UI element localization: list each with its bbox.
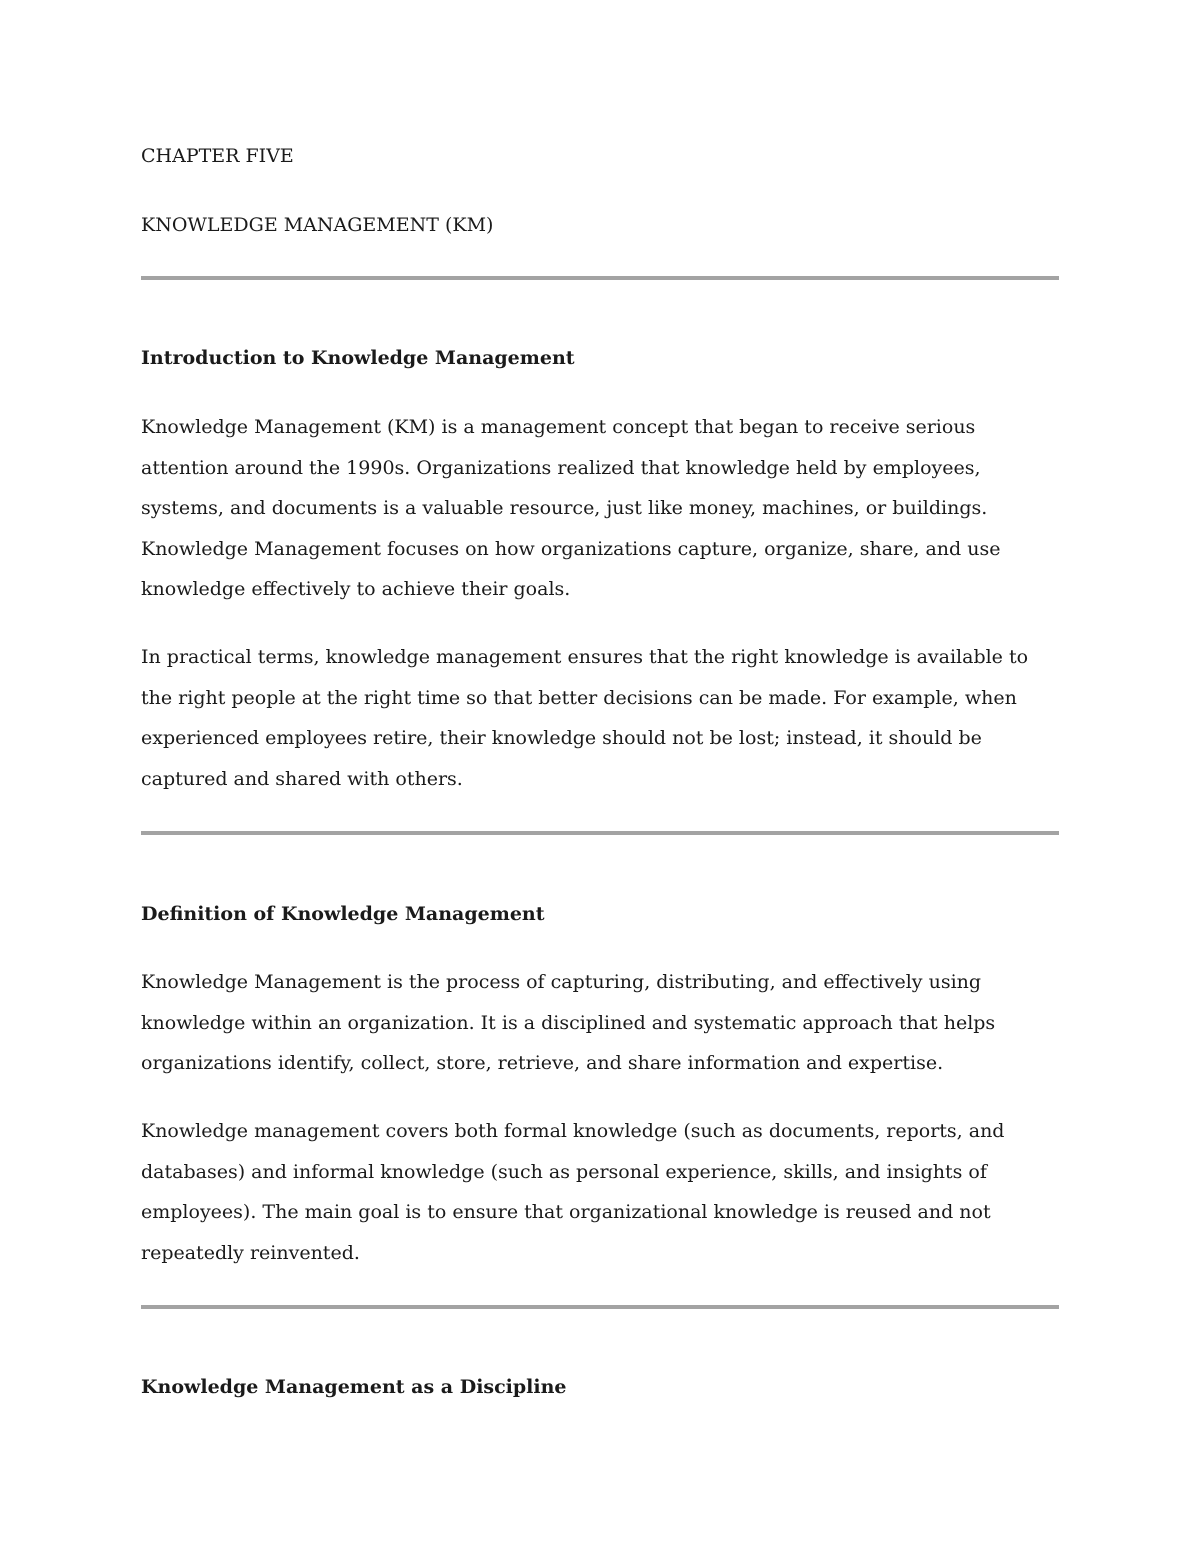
paragraph-introduction-2: In practical terms, knowledge management ensures that the right knowledge is available to the right people at the right time so that better decisions can be made. For example, when experienced employees retire, their knowledge should not be lost; instead, it should be captured and shared with others. (141, 646, 1029, 790)
section-heading-definition: Definition of Knowledge Management (141, 903, 545, 925)
chapter-label: CHAPTER FIVE (141, 145, 294, 167)
section-divider (141, 1305, 1059, 1309)
paragraph-introduction-1: Knowledge Management (KM) is a management concept that began to receive serious attention around the 1990s. Organizations realized that knowledge held by employees, systems, and documents is a valuable resource, just like money, machines, or buildings. Knowledge Management focuses on how organizations capture, organize, share, and use knowledge effectively to achieve their goals. (141, 416, 1001, 601)
chapter-title: KNOWLEDGE MANAGEMENT (KM) (141, 214, 494, 236)
paragraph-definition-2: Knowledge management covers both formal knowledge (such as documents, reports, and databases) and informal knowledge (such as personal experience, skills, and insights of employees). The main goal is to ensure that organizational knowledge is reused and not repeatedly reinvented. (141, 1120, 1005, 1264)
section-heading-discipline: Knowledge Management as a Discipline (141, 1376, 567, 1398)
section-heading-introduction: Introduction to Knowledge Management (141, 347, 575, 369)
section-divider (141, 276, 1059, 280)
section-divider (141, 831, 1059, 835)
paragraph-definition-1: Knowledge Management is the process of capturing, distributing, and effectively using knowledge within an organization. It is a disciplined and systematic approach that helps organizations identify, collect, store, retrieve, and share information and expertise. (141, 971, 996, 1075)
